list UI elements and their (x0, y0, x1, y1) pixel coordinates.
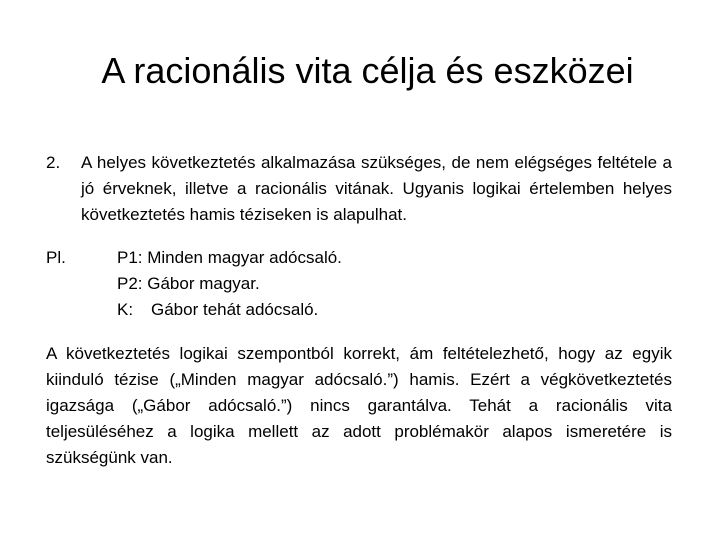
numbered-item (46, 150, 672, 228)
conclusion-line (117, 297, 342, 323)
conclusion-text: Gábor tehát adócsaló. (151, 300, 319, 319)
explanation-paragraph: A következtetés logikai szempontból korrekt, ám feltételezhető, hogy az egyik kiinduló tézise („Minden magyar adócsaló.”) hamis. Ezért a végkövetkeztetés igazsága („Gábor adócsaló.”) nincs garantálva. Tehát a racionális vita teljesüléséhez a logika mellett az adott problémakör alapos ismeretére is szükségünk van. (46, 344, 672, 467)
example-label: Pl. (46, 248, 66, 267)
slide-title: A racionális vita célja és eszközei (101, 50, 634, 91)
premise-1: P1: Minden magyar adócsaló. (117, 248, 342, 267)
syllogism (117, 245, 342, 323)
item-number: 2. (46, 153, 61, 172)
item-text: A helyes következtetés alkalmazása szükséges, de nem elégséges feltétele a jó érveknek, illetve a racionális vitának. Ugyanis logikai értelemben helyes következtetés hamis téziseken is alapulhat. (81, 153, 672, 224)
premise-2: P2: Gábor magyar. (117, 274, 260, 293)
conclusion-label: K: (117, 300, 134, 319)
